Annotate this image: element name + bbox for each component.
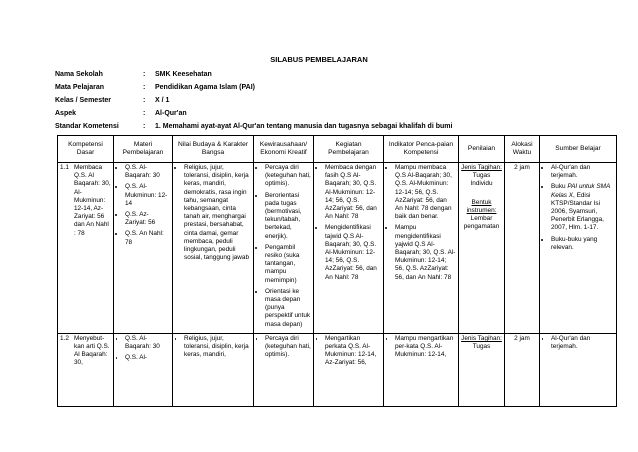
header-cell: Kompetensi Dasar xyxy=(58,136,114,163)
meta-colon: : xyxy=(143,84,146,91)
header-cell: Materi Pembelajaran xyxy=(114,136,173,163)
meta-colon: : xyxy=(143,71,146,78)
meta-key: Standar Kometensi xyxy=(55,123,119,130)
list-item: • Mengidentifikasi tajwid Q.S Al-Baqarah; 30, Q.S. Al-Mukminun: 12-14; 56, Q.S. AzZariyat: 56, dan An Nahl: 78 xyxy=(325,224,381,281)
meta-row xyxy=(55,110,615,123)
meta-value: 1. Memahami ayat-ayat Al-Qur'an tentang manusia dan tugasnya sebagai khalifah di bumi xyxy=(155,123,453,130)
list-item: • Mampu mengidentifikasi yajwid Q.S Al-Baqarah; 30, Q.S. Al-Mukminun: 12-14; 56, Q.S. AzZariyat: 56, dan An Nahl: 78 xyxy=(395,224,456,281)
jenis-label: Jenis Tagihan: xyxy=(461,164,502,171)
table-row xyxy=(58,333,617,406)
kegiatan-cell xyxy=(314,333,384,406)
meta-key: Aspek xyxy=(55,110,77,117)
kd-text: Menyebut-kan arti Q.S. Al Baqarah: 30, xyxy=(74,334,110,367)
kegiatan-cell xyxy=(314,163,384,334)
kd-cell xyxy=(58,333,114,406)
indikator-cell xyxy=(384,333,459,406)
meta-info xyxy=(55,71,615,136)
list-item: • Al-Qur'an dan terjemah. xyxy=(551,335,614,351)
header-cell: Nilai Budaya & Karakter Bangsa xyxy=(173,136,254,163)
bentuk-label: Bentuk instrumen: xyxy=(466,198,497,214)
list-item: • Pengambil resiko (suka tantangan, mampu memimpin) xyxy=(265,244,311,285)
list-item: • Buku PAI untuk SMA Kelas X, Edisi KTSP/Standar Isi 2006, Syamsuri, Penerbit Erlangga, 2007, Hlm. 1-17. xyxy=(551,183,614,232)
list-item: • Religius, jujur, toleransi, disiplin, kerja keras, mandiri, demokratis, rasa ingin tahu, semangat kebangsaan, cinta tanah air, menghargai prestasi, bersahabat, cinta damai, gemar membaca, peduli lingkungan, peduli sosial, tanggung jawab xyxy=(184,164,251,262)
list-item: • Religius, jujur, toleransi, disiplin, kerja keras, mandiri, xyxy=(184,335,251,360)
list-item: • Al-Qur'an dan terjemah. xyxy=(551,164,614,180)
meta-colon: : xyxy=(143,97,146,104)
list-item: • Percaya diri (keteguhan hati, optimis). xyxy=(265,164,311,189)
list-item: • Percaya diri (keteguhan hati, optimis). xyxy=(265,335,311,360)
table-row xyxy=(58,163,617,334)
list-item: • Buku-buku yang relevan. xyxy=(551,236,614,252)
jenis-value: Tugas Individu xyxy=(470,172,493,188)
alokasi-cell: 2 jam xyxy=(505,333,540,406)
kd-cell xyxy=(58,163,114,334)
meta-key: Kelas / Semester xyxy=(55,97,112,104)
list-item: • Berorientasi pada tugas (bermotivasi, tekun/tabah, bertekad, enerjik). xyxy=(265,192,311,241)
sumber-cell xyxy=(540,163,617,334)
header-cell: Kegiatan Pembelajaran xyxy=(314,136,384,163)
sumber-cell xyxy=(540,333,617,406)
list-item: • Orientasi ke masa depan (punya perspektif untuk masa depan) xyxy=(265,288,311,329)
header-cell: Sumber Belajar xyxy=(540,136,617,163)
header-cell: Kewirausahaan/ Ekonomi Kreatif xyxy=(254,136,314,163)
kewirausahaan-cell xyxy=(254,163,314,334)
list-item: • Mampu membaca Q.S Al-Baqarah; 30, Q.S. Al-Mukminun: 12-14; 56, Q.S. AzZariyat: 56, dan An Nahl: 78 dengan baik dan benar. xyxy=(395,164,456,221)
jenis-value: Tugas xyxy=(472,343,491,351)
list-item: • Q.S. Az-Zariyat: 56 xyxy=(125,211,170,227)
nilai-cell xyxy=(173,163,254,334)
meta-row xyxy=(55,97,615,110)
list-item: • Q.S. Al-Baqarah: 30 xyxy=(125,335,170,351)
meta-row xyxy=(55,71,615,84)
penilaian-cell xyxy=(459,163,505,334)
syllabus-title: SILABUS PEMBELAJARAN xyxy=(270,55,368,64)
header-row xyxy=(58,136,617,163)
header-cell: Penilaian xyxy=(459,136,505,163)
meta-value: Al-Qur'an xyxy=(155,110,187,117)
kd-number: 1.1 xyxy=(60,164,69,171)
meta-value: X / 1 xyxy=(155,97,170,104)
jenis-label: Jenis Tagihan: xyxy=(461,334,502,342)
kd-number: 1.2 xyxy=(60,334,69,342)
meta-key: Mata Pelajaran xyxy=(55,84,105,91)
nilai-cell xyxy=(173,333,254,406)
meta-row xyxy=(55,84,615,97)
kewirausahaan-cell xyxy=(254,333,314,406)
list-item: • Mampu mengartikan per-kata Q.S. Al-Mukminun: 12-14, xyxy=(395,335,456,360)
bentuk-value: Lembar pengamatan xyxy=(463,215,500,231)
header-cell: Alokasi Waktu xyxy=(505,136,540,163)
list-item: • Q.S. An Nahl: 78 xyxy=(125,230,170,246)
meta-key: Nama Sekolah xyxy=(55,71,103,78)
materi-cell xyxy=(114,333,173,406)
materi-cell xyxy=(114,163,173,334)
list-item: • Q.S. Al- xyxy=(125,354,170,362)
alokasi-cell: 2 jam xyxy=(505,163,540,334)
header-cell: Indikator Penca-paian Kompetensi xyxy=(384,136,459,163)
kd-text: Membaca Q.S. Al Baqarah: 30, Al-Mukminun: 12-14, Az-Zariyat: 56 dan An Nahl : 78 xyxy=(74,164,111,237)
list-item: • Membaca dengan fasih Q.S Al-Baqarah; 30, Q.S. Al-Mukminun: 12-14; 56, Q.S. AzZariyat: 56, dan An Nahl: 78 xyxy=(325,164,381,221)
meta-colon: : xyxy=(143,123,146,130)
book-title: PAI untuk SMA Kelas X xyxy=(551,183,610,199)
meta-value: Pendidikan Agama Islam (PAI) xyxy=(155,84,255,91)
list-item: • Mengartikan perkata Q.S. Al-Mukminun: 12-14, Az-Zariyat: 56, xyxy=(325,335,381,368)
list-item: • Q.S. Al-Baqarah: 30 xyxy=(125,164,170,180)
list-item: • Q.S. Al-Mukminun: 12-14 xyxy=(125,183,170,208)
indikator-cell xyxy=(384,163,459,334)
syllabus-table xyxy=(57,135,617,407)
penilaian-cell xyxy=(459,333,505,406)
meta-colon: : xyxy=(143,110,146,117)
meta-value: SMK Keesehatan xyxy=(155,71,212,78)
